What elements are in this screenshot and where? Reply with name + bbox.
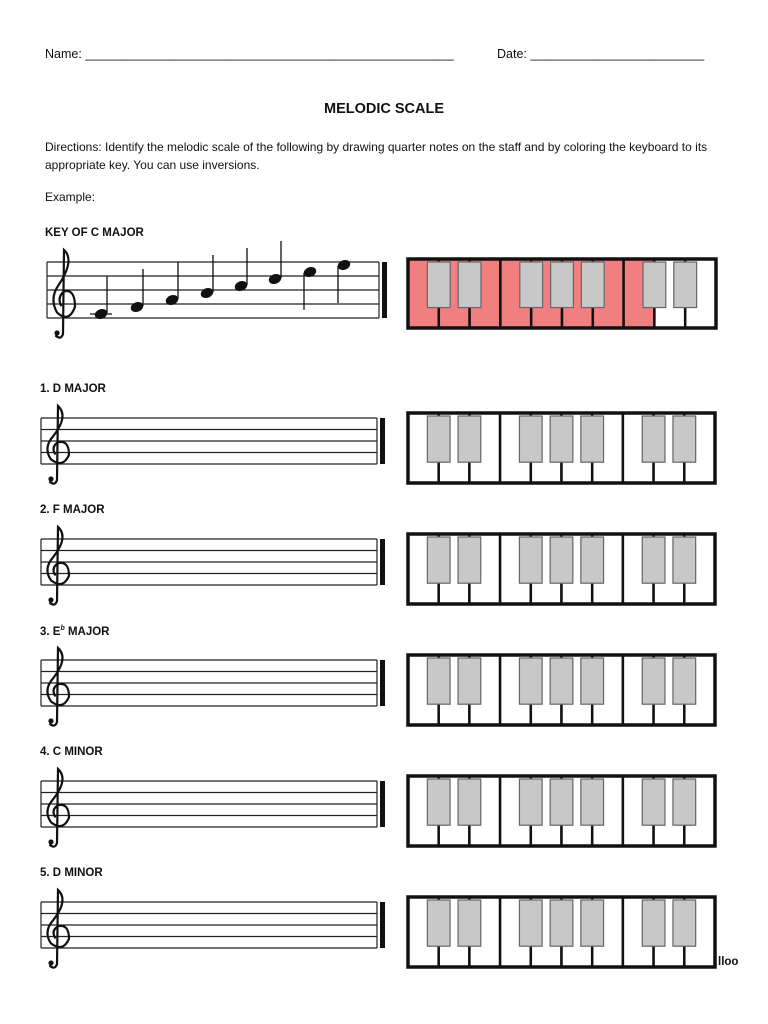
example-quarter-note	[233, 248, 248, 293]
example-quarter-note	[302, 265, 317, 310]
exercise-5-keyboard-black-key	[673, 900, 696, 946]
exercise-5-keyboard-black-key	[581, 900, 604, 946]
date-label: Date:	[497, 47, 527, 61]
exercise-4-keyboard-black-key	[427, 779, 450, 825]
exercise-5-keyboard-black-key	[519, 900, 542, 946]
example-staff	[47, 262, 387, 318]
example-keyboard-black-key	[674, 262, 697, 308]
directions-text: Directions: Identify the melodic scale of the following by drawing quarter notes on the staff and by coloring the keyboard to its appropriate key. You can use inversions.	[45, 140, 708, 172]
exercise-3-keyboard-black-key	[427, 658, 450, 704]
example-keyboard-black-key	[520, 262, 543, 308]
exercise-1-keyboard-black-key	[550, 416, 573, 462]
exercise-2-label: 2. F MAJOR	[40, 504, 105, 516]
exercise-1-keyboard-black-key	[581, 416, 604, 462]
exercise-2-staff	[41, 539, 385, 585]
name-blank[interactable]: _____________________________________________________	[85, 47, 454, 61]
exercise-4-keyboard-black-key	[581, 779, 604, 825]
flat-sign: b	[60, 625, 65, 632]
exercise-4-staff	[41, 781, 385, 827]
exercise-1-keyboard	[408, 413, 715, 483]
example-quarter-note	[90, 276, 112, 321]
exercise-1-keyboard-black-key	[519, 416, 542, 462]
exercise-2-keyboard-black-key	[642, 537, 665, 583]
exercise-1-keyboard-black-key	[458, 416, 481, 462]
example-quarter-note	[267, 241, 282, 286]
example-keyboard-black-key	[427, 262, 450, 308]
exercise-5-keyboard-black-key	[642, 900, 665, 946]
exercise-3-keyboard-black-key	[642, 658, 665, 704]
date-blank[interactable]: _________________________	[530, 47, 705, 61]
exercise-2-keyboard-black-key	[581, 537, 604, 583]
exercise-5-keyboard-black-key	[458, 900, 481, 946]
exercise-4-keyboard	[408, 776, 715, 846]
exercise-3-keyboard-black-key	[550, 658, 573, 704]
exercise-2-keyboard-black-key	[673, 537, 696, 583]
exercise-4-keyboard-black-key	[458, 779, 481, 825]
exercise-4-keyboard-black-key	[519, 779, 542, 825]
footer-mark: lloo	[718, 956, 739, 968]
example-label: Example:	[45, 190, 96, 204]
exercise-3-keyboard-black-key	[581, 658, 604, 704]
exercise-2-keyboard-black-key	[550, 537, 573, 583]
example-key-label: KEY OF C MAJOR	[45, 227, 144, 239]
example-keyboard-black-key	[581, 262, 604, 308]
exercise-4-label: 4. C MINOR	[40, 746, 103, 758]
exercise-1-label: 1. D MAJOR	[40, 383, 106, 395]
exercise-1-staff	[41, 418, 385, 464]
exercise-1-keyboard-black-key	[642, 416, 665, 462]
example-keyboard-black-key	[458, 262, 481, 308]
example-keyboard-black-key	[551, 262, 574, 308]
exercise-4-keyboard-black-key	[642, 779, 665, 825]
example-quarter-note	[164, 262, 179, 307]
exercise-2-keyboard-black-key	[458, 537, 481, 583]
exercise-3-label: 3. $E^b$ MAJOR	[40, 625, 110, 638]
exercise-5-keyboard-black-key	[427, 900, 450, 946]
page-title: MELODIC SCALE	[323, 101, 445, 117]
exercise-3-staff	[41, 660, 385, 706]
name-label: Name:	[45, 47, 82, 61]
exercise-2-keyboard	[408, 534, 715, 604]
exercise-3-keyboard-black-key	[673, 658, 696, 704]
exercise-1-keyboard-black-key	[427, 416, 450, 462]
exercise-5-keyboard-black-key	[550, 900, 573, 946]
exercise-1-keyboard-black-key	[673, 416, 696, 462]
exercise-2-keyboard-black-key	[427, 537, 450, 583]
exercise-3-keyboard-black-key	[519, 658, 542, 704]
example-quarter-note	[336, 258, 351, 303]
exercise-4-keyboard-black-key	[673, 779, 696, 825]
exercise-5-staff	[41, 902, 385, 948]
exercise-2-keyboard-black-key	[519, 537, 542, 583]
exercise-4-keyboard-black-key	[550, 779, 573, 825]
exercise-5-label: 5. D MINOR	[40, 867, 103, 879]
example-staff-treble-clef	[53, 250, 75, 338]
example-keyboard-black-key	[643, 262, 666, 308]
exercise-5-keyboard	[408, 897, 715, 967]
example-keyboard	[408, 259, 716, 328]
exercise-3-keyboard	[408, 655, 715, 725]
exercise-3-keyboard-black-key	[458, 658, 481, 704]
